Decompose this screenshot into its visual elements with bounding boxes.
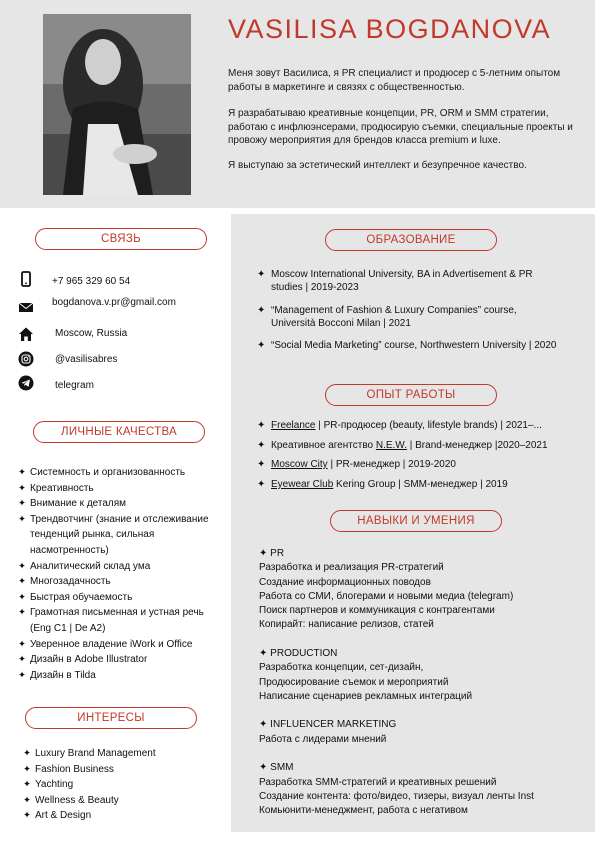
list-item: ✦ Luxury Brand Management bbox=[23, 746, 213, 762]
skill-item: Продюсирование съемок и мероприятий bbox=[259, 677, 449, 688]
section-title-skills: НАВЫКИ И УМЕНИЯ bbox=[330, 510, 502, 532]
list-item: ✦ Многозадачность bbox=[18, 574, 223, 590]
intro-paragraph-3: Я выступаю за эстетический интеллект и безупречное качество. bbox=[228, 160, 527, 171]
experience-link[interactable]: Freelance bbox=[271, 420, 316, 431]
list-item: ✦ Дизайн в Adobe Illustrator bbox=[18, 652, 223, 668]
education-item: ✦ Moscow International University, BA in Advertisement & PR studies | 2019-2023 bbox=[257, 269, 533, 293]
person-name: VASILISA BOGDANOVA bbox=[228, 14, 552, 44]
section-title-contact: СВЯЗЬ bbox=[35, 228, 207, 250]
experience-item: ✦ Креативное агентство N.E.W. | Brand-менеджер |2020–2021 bbox=[257, 440, 548, 451]
skill-item: Разработка SMM-стратегий и креативных решений bbox=[259, 777, 497, 788]
list-item: ✦ Уверенное владение iWork и Office bbox=[18, 637, 223, 653]
email-icon bbox=[18, 299, 34, 315]
list-item: ✦ Аналитический склад ума bbox=[18, 559, 223, 575]
education-item: ✦ “Management of Fashion & Luxury Companies” course, Università Bocconi Milan | 2021 bbox=[257, 305, 517, 329]
skill-group-title: ✦ PRODUCTION bbox=[259, 648, 337, 659]
experience-item: ✦ Freelance | PR-продюсер (beauty, lifestyle brands) | 2021–... bbox=[257, 420, 542, 431]
intro-paragraph-2: Я разрабатываю креативные концепции, PR, ORM и SMM стратегии, работаю с инфлюэнсерами, продюсирую съемки, специальные проекты и провожу мероприятия для брендов класса premium и luxe. bbox=[228, 108, 573, 146]
list-item: ✦ Системность и организованность bbox=[18, 465, 223, 481]
instagram-icon bbox=[18, 351, 34, 367]
experience-link[interactable]: Eyewear Club bbox=[271, 479, 334, 490]
experience-link[interactable]: Moscow City bbox=[271, 459, 328, 470]
skill-item: Работа с лидерами мнений bbox=[259, 734, 387, 745]
contact-location: Moscow, Russia bbox=[55, 328, 128, 339]
intro-paragraph-1: Меня зовут Василиса, я PR специалист и продюсер с 5-летним опытом работы в маркетинге и связях с общественностью. bbox=[228, 68, 561, 93]
skill-group-title: ✦ PR bbox=[259, 548, 284, 559]
list-item: ✦ Wellness & Beauty bbox=[23, 793, 213, 809]
phone-icon bbox=[18, 271, 34, 287]
education-item: ✦ “Social Media Marketing” course, Northwestern University | 2020 bbox=[257, 340, 557, 351]
section-title-interests: ИНТЕРЕСЫ bbox=[25, 707, 197, 729]
list-item: ✦ Дизайн в Tilda bbox=[18, 668, 223, 684]
skill-item: Комьюнити-менеджмент, работа с негативом bbox=[259, 805, 468, 816]
section-title-qualities: ЛИЧНЫЕ КАЧЕСТВА bbox=[33, 421, 205, 443]
qualities-list bbox=[18, 465, 223, 683]
profile-photo bbox=[43, 14, 191, 195]
skill-group-title: ✦ SMM bbox=[259, 762, 294, 773]
interests-list bbox=[23, 746, 213, 824]
skill-item: Копирайт: написание релизов, статей bbox=[259, 619, 434, 630]
experience-link[interactable]: N.E.W. bbox=[375, 440, 407, 451]
list-item: ✦ Art & Design bbox=[23, 808, 213, 824]
list-item: ✦ Yachting bbox=[23, 777, 213, 793]
section-title-experience: ОПЫТ РАБОТЫ bbox=[325, 384, 497, 406]
contact-phone[interactable]: +7 965 329 60 54 bbox=[52, 276, 131, 287]
contact-instagram[interactable]: @vasilisabres bbox=[55, 354, 118, 365]
skill-item: Создание информационных поводов bbox=[259, 577, 431, 588]
skill-item: Написание сценариев рекламных интеграций bbox=[259, 691, 473, 702]
home-icon bbox=[18, 326, 34, 342]
skill-item: Поиск партнеров и коммуникация с контрагентами bbox=[259, 605, 495, 616]
list-item: ✦ Внимание к деталям bbox=[18, 496, 223, 512]
experience-item: ✦ Eyewear Club Kering Group | SMM-менеджер | 2019 bbox=[257, 479, 508, 490]
skill-group-title: ✦ INFLUENCER MARKETING bbox=[259, 719, 396, 730]
experience-item: ✦ Moscow City | PR-менеджер | 2019-2020 bbox=[257, 459, 456, 470]
section-title-education: ОБРАЗОВАНИЕ bbox=[325, 229, 497, 251]
list-item: ✦ Быстрая обучаемость bbox=[18, 590, 223, 606]
list-item: ✦ Fashion Business bbox=[23, 762, 213, 778]
skill-item: Создание контента: фото/видео, тизеры, визуал ленты Inst bbox=[259, 791, 534, 802]
contact-telegram[interactable]: telegram bbox=[55, 380, 94, 391]
contact-email[interactable]: bogdanova.v.pr@gmail.com bbox=[52, 297, 176, 308]
skill-item: Работа со СМИ, блогерами и новыми медиа (telegram) bbox=[259, 591, 514, 602]
list-item: ✦ Креативность bbox=[18, 481, 223, 497]
skill-item: Разработка концепции, сет-дизайн, bbox=[259, 662, 424, 673]
list-item: ✦ Трендвотчинг (знание и отслеживание тенденций рынка, сильная насмотренность) bbox=[18, 512, 223, 559]
skill-item: Разработка и реализация PR-стратегий bbox=[259, 562, 444, 573]
list-item: ✦ Грамотная письменная и устная речь (Eng C1 | De A2) bbox=[18, 605, 223, 636]
telegram-icon bbox=[18, 375, 34, 391]
